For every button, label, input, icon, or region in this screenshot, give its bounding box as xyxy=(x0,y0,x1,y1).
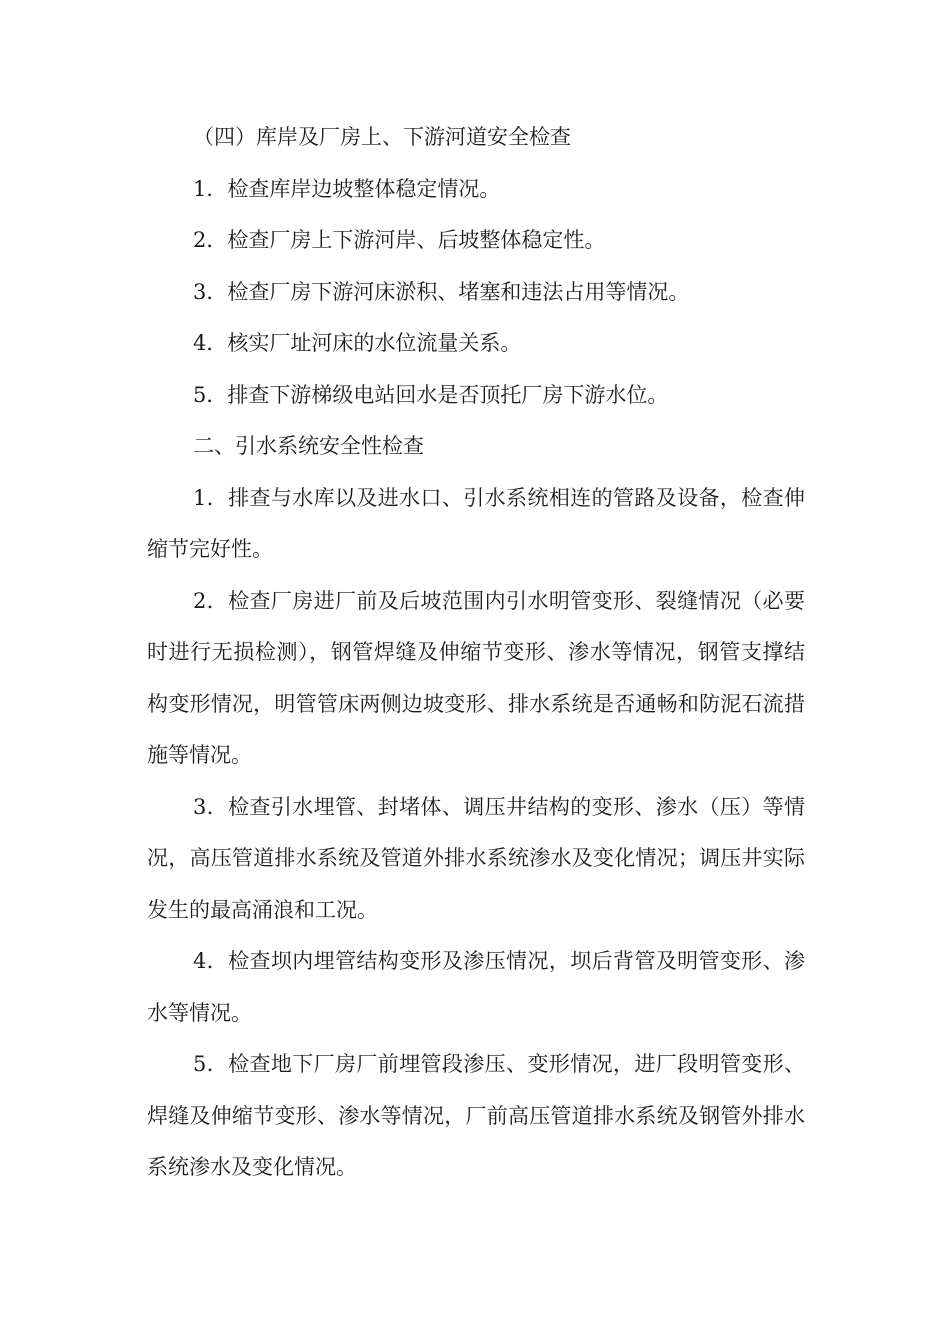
section-heading-diversion-system: 二、引水系统安全性检查 xyxy=(193,434,424,458)
paragraph-item: 2．检查厂房进厂前及后坡范围内引水明管变形、裂缝情况（必要时进行无损检测），钢管焊缝及伸缩节变形、渗水等情况，钢管支撑结构变形情况，明管管床两侧边坡变形、排水系统是否通畅和防泥石流措施等情况。 xyxy=(147,588,805,767)
paragraph-item: 1．排查与水库以及进水口、引水系统相连的管路及设备，检查伸缩节完好性。 xyxy=(147,485,805,561)
paragraph-item: 4．核实厂址河床的水位流量关系。 xyxy=(193,331,522,355)
paragraph-item: 5．排查下游梯级电站回水是否顶托厂房下游水位。 xyxy=(193,382,669,407)
section-heading-reservoir-bank: （四）库岸及厂房上、下游河道安全检查 xyxy=(193,125,571,149)
paragraph-item: 2．检查厂房上下游河岸、后坡整体稳定性。 xyxy=(193,228,606,252)
paragraph-item: 4．检查坝内埋管结构变形及渗压情况，坝后背管及明管变形、渗水等情况。 xyxy=(147,949,805,1025)
document-body xyxy=(147,112,805,1194)
paragraph-item: 1．检查库岸边坡整体稳定情况。 xyxy=(193,176,501,201)
paragraph-item: 5．检查地下厂房厂前埋管段渗压、变形情况，进厂段明管变形、焊缝及伸缩节变形、渗水等情况，厂前高压管道排水系统及钢管外排水系统渗水及变化情况。 xyxy=(147,1052,805,1179)
paragraph-item: 3．检查引水埋管、封堵体、调压井结构的变形、渗水（压）等情况，高压管道排水系统及管道外排水系统渗水及变化情况；调压井实际发生的最高涌浪和工况。 xyxy=(147,794,805,922)
paragraph-item: 3．检查厂房下游河床淤积、堵塞和违法占用等情况。 xyxy=(193,279,690,304)
